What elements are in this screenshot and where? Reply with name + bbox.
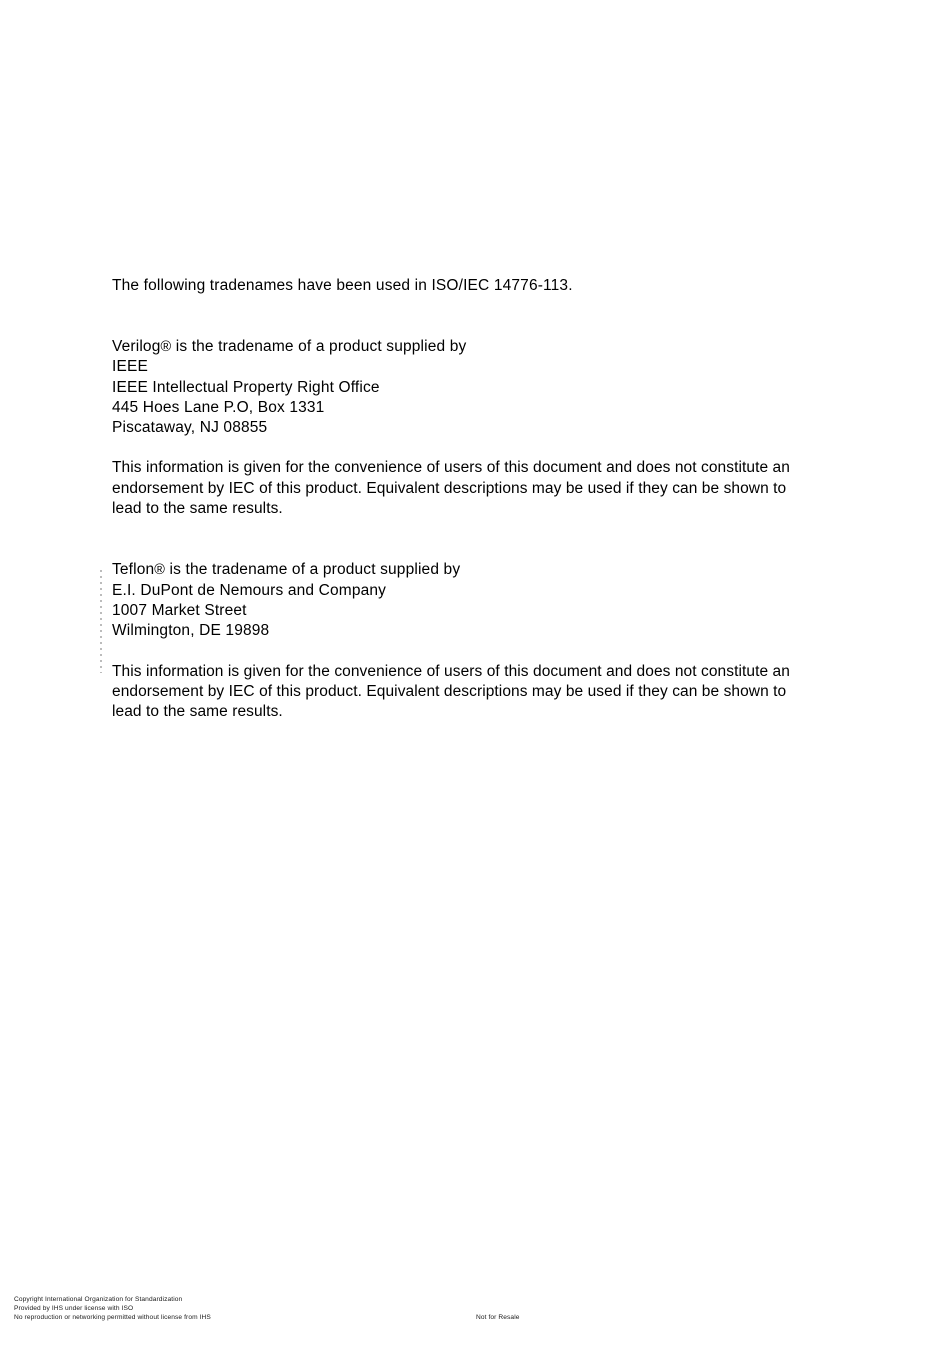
address-line: IEEE Intellectual Property Right Office	[112, 378, 380, 396]
tradename-name: Verilog	[112, 338, 161, 355]
tradename-name: Teflon	[112, 561, 155, 579]
tradename-heading-suffix: is the tradename of a product supplied by	[171, 338, 467, 355]
address-line: Piscataway, NJ 08855	[112, 419, 268, 437]
footer-line: No reproduction or networking permitted without license from IHS	[14, 1314, 211, 1321]
tradename-entry-verilog	[112, 337, 812, 519]
spacer	[112, 642, 812, 662]
address-line: 445 Hoes Lane P.O, Box 1331	[112, 398, 325, 416]
spacer	[112, 296, 812, 337]
registered-trademark-icon: ®	[160, 339, 172, 355]
footer-line: Copyright International Organization for Standardization	[14, 1296, 183, 1303]
scan-artifact-line	[100, 570, 102, 673]
disclaimer-paragraph: This information is given for the convenience of users of this document and does not constitute an endorsement by IEC of this product. Equivalent descriptions may be used if they can be shown to lead to the same results.	[112, 662, 790, 721]
spacer	[112, 438, 812, 458]
address-line: Wilmington, DE 19898	[112, 622, 270, 640]
footer-resale-notice: Not for Resale	[476, 1314, 520, 1321]
address-line: E.I. DuPont de Nemours and Company	[112, 581, 387, 599]
tradename-heading-suffix: is the tradename of a product supplied by	[165, 561, 461, 579]
registered-trademark-icon: ®	[154, 562, 166, 579]
intro-sentence: The following tradenames have been used in ISO/IEC 14776-113.	[112, 277, 573, 294]
address-line: 1007 Market Street	[112, 601, 247, 619]
document-body	[112, 276, 812, 722]
tradename-heading	[112, 560, 812, 580]
address-line: IEEE	[112, 358, 148, 376]
footer-line: Provided by IHS under license with ISO	[14, 1305, 134, 1312]
footer-copyright-block	[14, 1295, 211, 1322]
spacer	[112, 519, 812, 560]
tradename-heading	[112, 337, 812, 357]
tradename-entry-teflon	[112, 560, 812, 722]
disclaimer-paragraph: This information is given for the convenience of users of this document and does not constitute an endorsement by IEC of this product. Equivalent descriptions may be used if they can be shown to lead to the same results.	[112, 459, 790, 518]
